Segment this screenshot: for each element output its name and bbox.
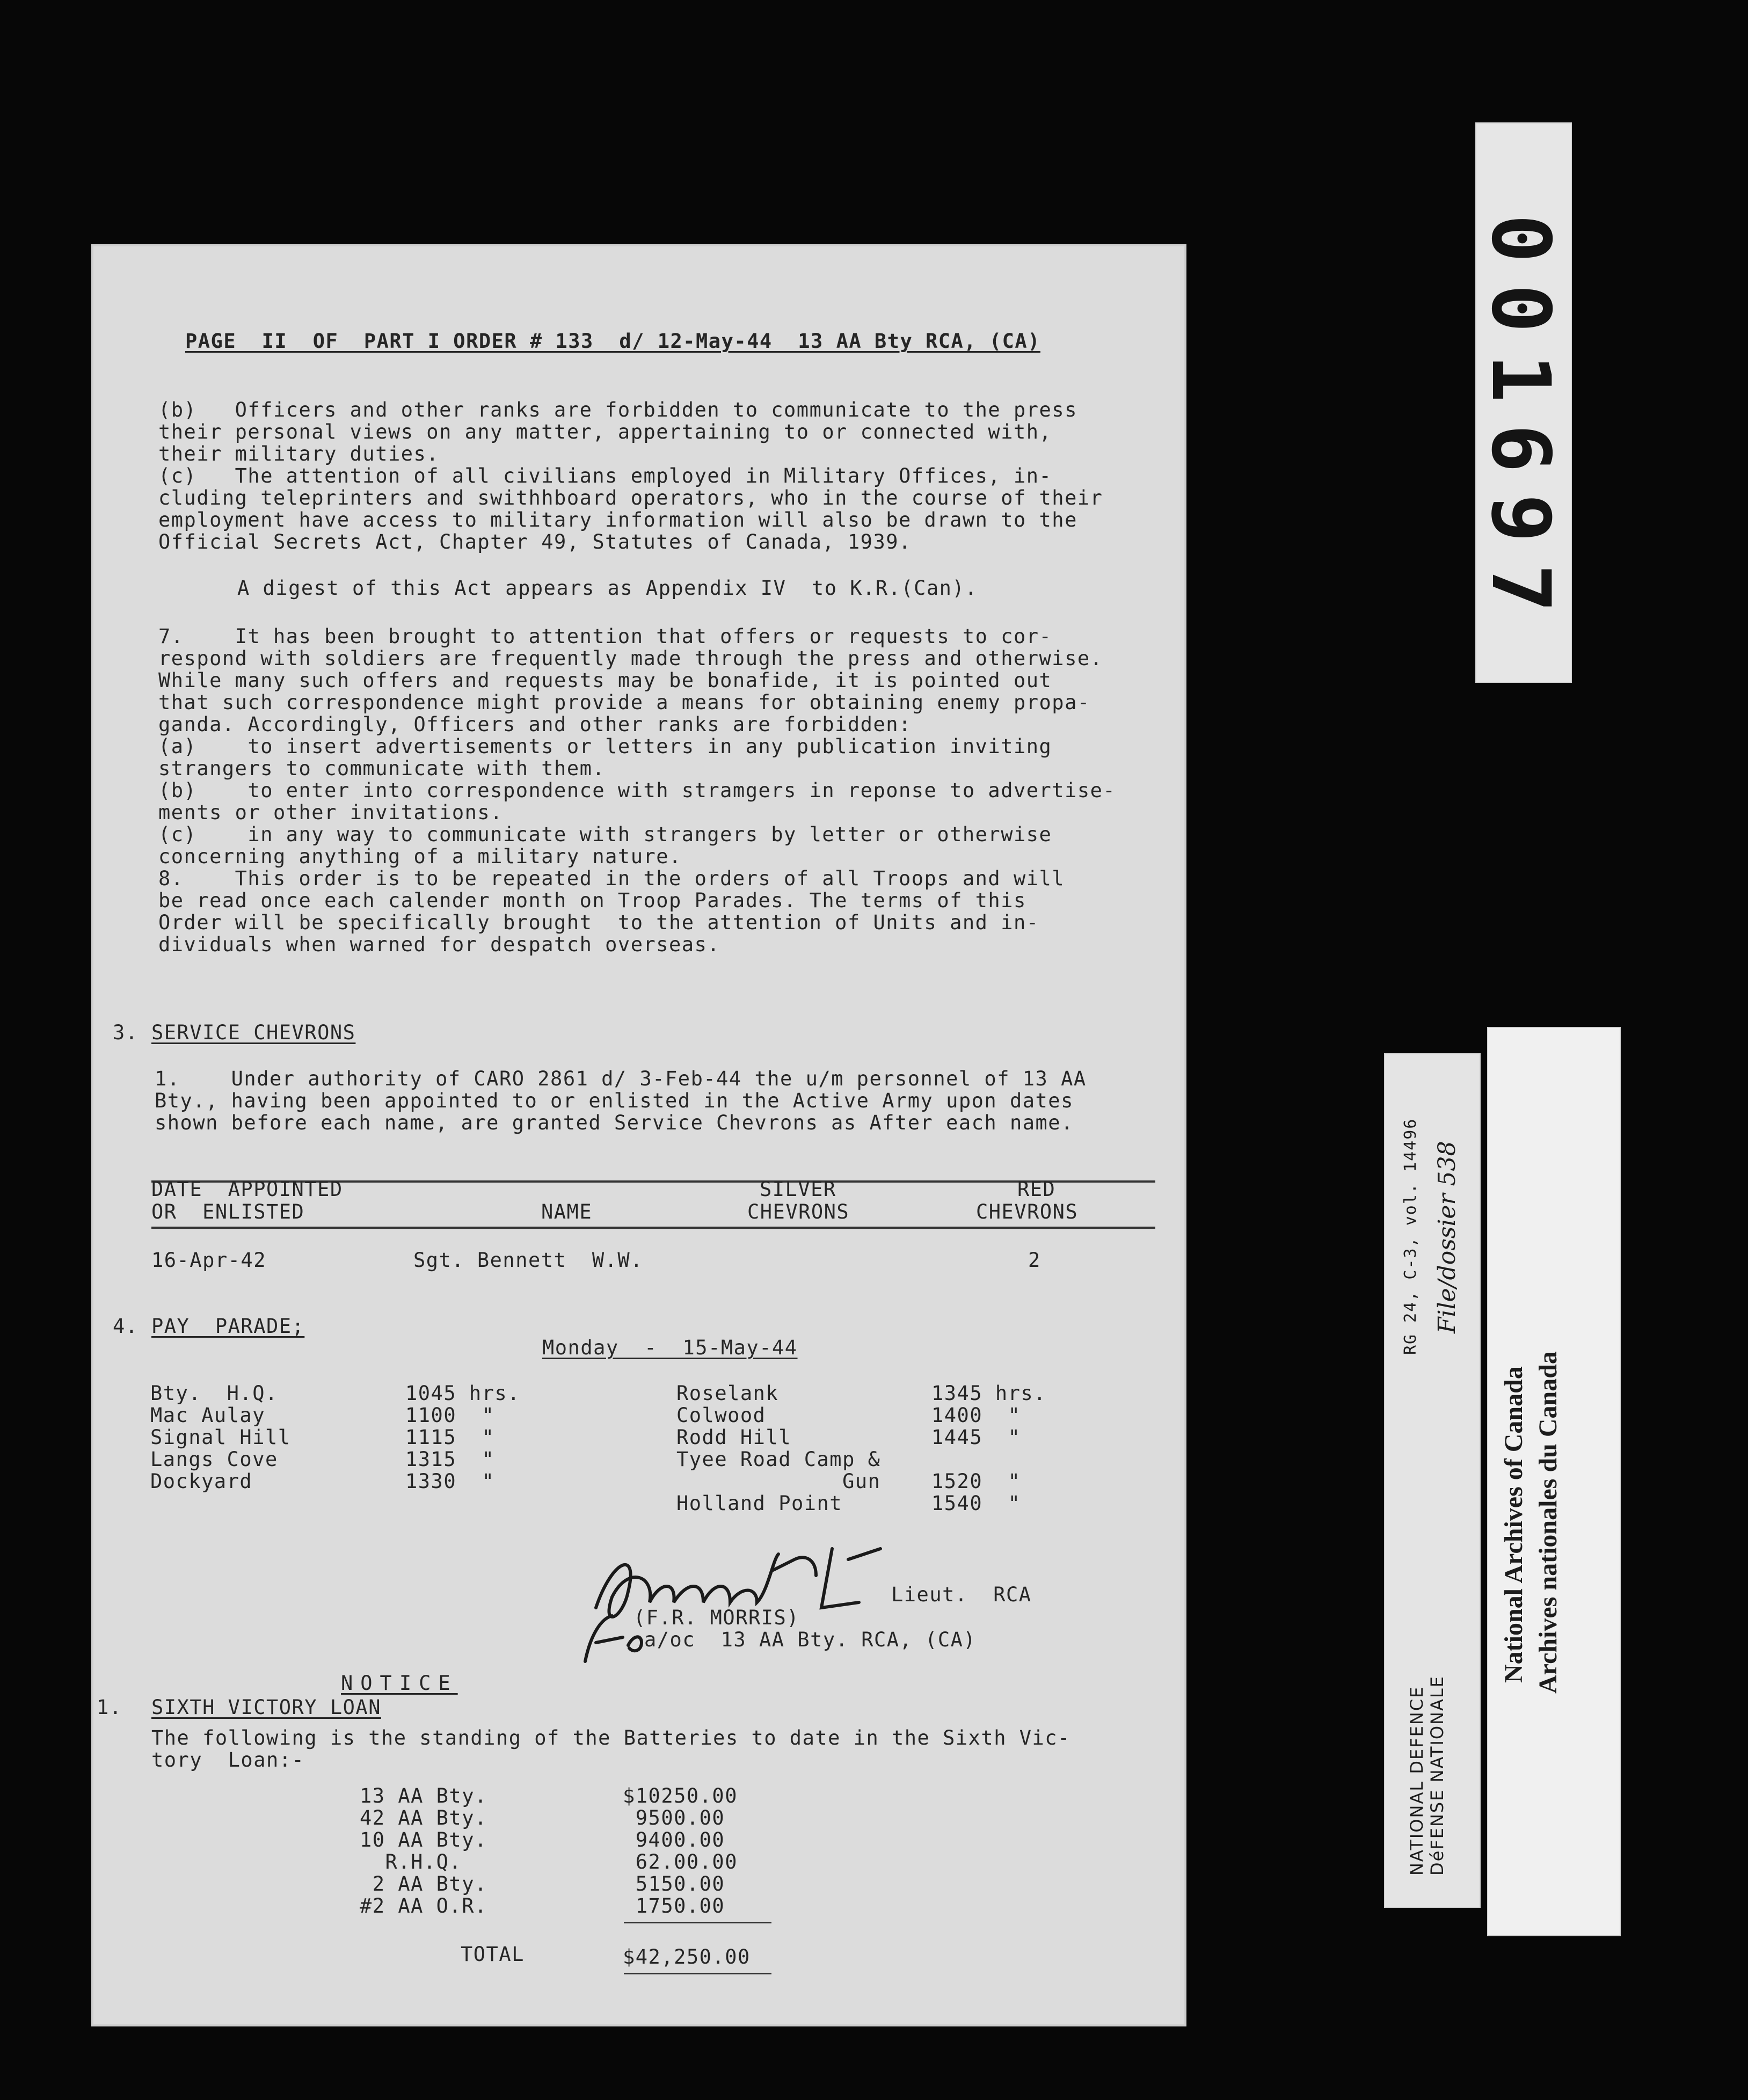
para-b-line: (b) Officers and other ranks are forbidden to communicate to the press	[158, 398, 1077, 421]
loan-amount: 62.00.00	[623, 1850, 738, 1873]
para-7-line: 7. It has been brought to attention that offers or requests to cor-	[158, 625, 1052, 648]
frame-counter-strip	[1475, 122, 1572, 683]
section-3-number: 3.	[113, 1021, 139, 1044]
signatory-office: a/oc 13 AA Bty. RCA, (CA)	[644, 1628, 977, 1651]
archive-file: File/dossier 538	[1433, 1141, 1461, 1333]
pay-place: Langs Cove	[150, 1448, 278, 1471]
archive-reference: RG 24, C-3, vol. 14496	[1401, 1118, 1420, 1355]
pay-time: 1540 "	[931, 1492, 1021, 1515]
pay-place: Bty. H.Q.	[150, 1382, 278, 1405]
loan-total-value: $42,250.00	[623, 1945, 751, 1968]
notice-number: 1.	[97, 1696, 122, 1719]
table-header-rule	[151, 1227, 1155, 1229]
pay-time: 1445 "	[931, 1426, 1021, 1449]
table-header: CHEVRONS	[747, 1200, 850, 1223]
section-4-title: PAY PARADE;	[151, 1315, 305, 1338]
para-c-line: Official Secrets Act, Chapter 49, Statutes of Canada, 1939.	[158, 530, 912, 553]
total-rule	[624, 1922, 771, 1923]
pay-time: 1115 "	[405, 1426, 495, 1449]
loan-unit: #2 AA O.R.	[360, 1894, 487, 1917]
loan-amount: 1750.00	[623, 1894, 725, 1917]
archive-reference-tag	[1384, 1053, 1481, 1908]
loan-total-label: TOTAL	[461, 1943, 525, 1966]
table-header: OR ENLISTED	[151, 1200, 305, 1223]
pay-place: Holland Point	[676, 1492, 843, 1515]
para-c-line: employment have access to military information will also be drawn to the	[158, 508, 1077, 531]
table-header: RED	[1017, 1178, 1056, 1201]
loan-unit: 13 AA Bty.	[360, 1784, 487, 1807]
para-8-line: 8. This order is to be repeated in the orders of all Troops and will	[158, 867, 1065, 890]
archive-name-fr: Archives nationales du Canada	[1534, 1351, 1562, 1694]
total-double-rule	[624, 1973, 771, 1974]
table-header: DATE APPOINTED	[151, 1178, 343, 1201]
pay-time: 1100 "	[405, 1404, 495, 1427]
pay-time: 1330 "	[405, 1470, 495, 1493]
pay-place: Tyee Road Camp &	[676, 1448, 881, 1471]
pay-parade-date: Monday - 15-May-44	[542, 1336, 798, 1359]
notice-text: tory Loan:-	[151, 1748, 305, 1771]
loan-amount: 9400.00	[623, 1828, 725, 1851]
para-8-line: Order will be specifically brought to the attention of Units and in-	[158, 911, 1039, 934]
para-7-line: that such correspondence might provide a means for obtaining enemy propa-	[158, 691, 1090, 714]
loan-unit: 42 AA Bty.	[360, 1806, 487, 1829]
pay-place: Dockyard	[150, 1470, 253, 1493]
pay-place: Rodd Hill	[676, 1426, 791, 1449]
table-cell-date: 16-Apr-42	[151, 1249, 266, 1272]
archive-name-en: National Archives of Canada	[1499, 1366, 1528, 1683]
pay-place: Roselank	[676, 1382, 779, 1405]
loan-amount: 5150.00	[623, 1872, 725, 1895]
dept-en: NATIONAL DEFENCE	[1407, 1686, 1427, 1876]
table-header: SILVER	[760, 1178, 836, 1201]
order-page	[91, 244, 1186, 2026]
notice-text: The following is the standing of the Batteries to date in the Sixth Vic-	[151, 1726, 1070, 1749]
signatory-name: (F.R. MORRIS)	[633, 1606, 800, 1629]
pay-time: 1400 "	[931, 1404, 1021, 1427]
table-cell-red: 2	[1028, 1249, 1041, 1272]
section-4-number: 4.	[113, 1315, 139, 1338]
para-8-line: dividuals when warned for despatch overseas.	[158, 933, 720, 956]
para-7-line: respond with soldiers are frequently made through the press and otherwise.	[158, 647, 1103, 670]
frame-number: 001697	[1474, 214, 1567, 634]
pay-place: Signal Hill	[150, 1426, 291, 1449]
pay-time: 1520 "	[931, 1470, 1021, 1493]
para-7-line: ments or other invitations.	[158, 801, 503, 824]
section-3-title: SERVICE CHEVRONS	[151, 1021, 356, 1044]
para-c-line: cluding teleprinters and swithhboard operators, who in the course of their	[158, 486, 1103, 509]
loan-unit: R.H.Q.	[360, 1850, 462, 1873]
notice-title: SIXTH VICTORY LOAN	[151, 1696, 381, 1719]
loan-amount: $10250.00	[623, 1784, 738, 1807]
section-3-text: Bty., having been appointed to or enlisted in the Active Army upon dates	[155, 1089, 1074, 1112]
pay-time: 1315 "	[405, 1448, 495, 1471]
table-cell-name: Sgt. Bennett W.W.	[413, 1249, 643, 1272]
section-3-text: shown before each name, are granted Service Chevrons as After each name.	[155, 1111, 1074, 1134]
section-3-text: 1. Under authority of CARO 2861 d/ 3-Feb-44 the u/m personnel of 13 AA	[155, 1067, 1087, 1090]
pay-place: Gun	[676, 1470, 881, 1493]
table-header: NAME	[541, 1200, 593, 1223]
para-7-line: While many such offers and requests may be bonafide, it is pointed out	[158, 669, 1052, 692]
notice-heading: NOTICE	[341, 1672, 458, 1695]
pay-place: Colwood	[676, 1404, 766, 1427]
para-b-line: their personal views on any matter, appertaining to or connected with,	[158, 420, 1052, 443]
para-7-line: strangers to communicate with them.	[158, 757, 606, 780]
page-header: PAGE II OF PART I ORDER # 133 d/ 12-May-44 13 AA Bty RCA, (CA)	[185, 330, 1040, 353]
table-header: CHEVRONS	[976, 1200, 1079, 1223]
pay-time: 1045 hrs.	[405, 1382, 520, 1405]
signatory-rank: Lieut. RCA	[891, 1583, 1032, 1606]
para-8-line: be read once each calender month on Troop Parades. The terms of this	[158, 889, 1026, 912]
pay-time: 1345 hrs.	[931, 1382, 1046, 1405]
national-archives-tag	[1487, 1027, 1621, 1936]
para-7-line: concerning anything of a military nature.	[158, 845, 682, 868]
loan-unit: 10 AA Bty.	[360, 1828, 487, 1851]
para-7-line: (c) in any way to communicate with strangers by letter or otherwise	[158, 823, 1052, 846]
para-7-line: ganda. Accordingly, Officers and other ranks are forbidden:	[158, 713, 912, 736]
para-c-line: (c) The attention of all civilians employed in Military Offices, in-	[158, 464, 1052, 487]
para-7-line: (a) to insert advertisements or letters in any publication inviting	[158, 735, 1052, 758]
para-7-line: (b) to enter into correspondence with stramgers in reponse to advertise-	[158, 779, 1116, 802]
para-b-line: their military duties.	[158, 442, 440, 465]
loan-amount: 9500.00	[623, 1806, 725, 1829]
dept-fr: DéFENSE NATIONALE	[1427, 1675, 1447, 1876]
digest-line: A digest of this Act appears as Appendix IV to K.R.(Can).	[237, 577, 978, 600]
loan-unit: 2 AA Bty.	[360, 1872, 487, 1895]
pay-place: Mac Aulay	[150, 1404, 265, 1427]
